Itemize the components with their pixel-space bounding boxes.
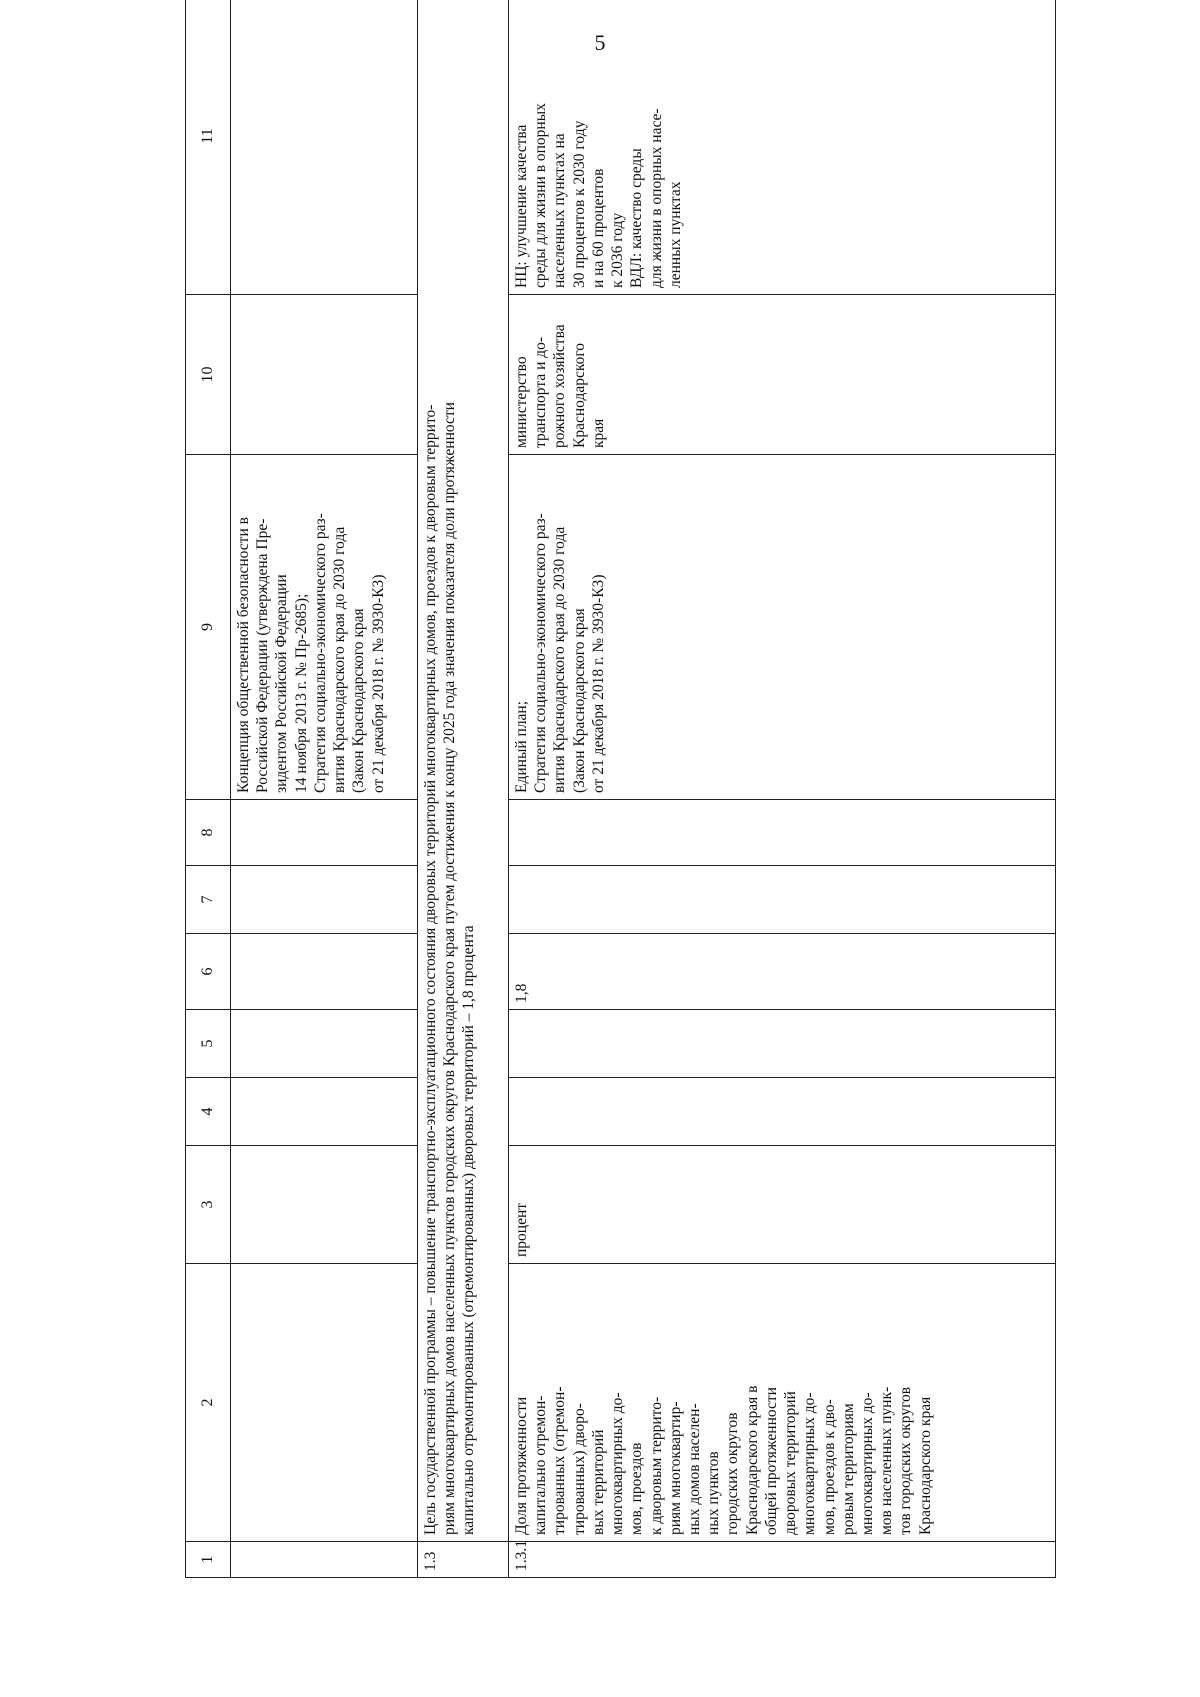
header-col-2: 2: [186, 1264, 231, 1542]
indicator-col-7: [509, 866, 1056, 934]
goal-row: [418, 0, 509, 1578]
indicators-table: [185, 0, 1056, 1578]
header-col-9: 9: [186, 455, 231, 800]
indicator-col-4: [509, 1078, 1056, 1146]
cell-empty: [231, 1146, 418, 1264]
header-row: [186, 0, 231, 1578]
header-col-6: 6: [186, 934, 231, 1010]
header-col-4: 4: [186, 1078, 231, 1146]
header-col-11: 11: [186, 0, 231, 295]
indicator-unit: процент: [509, 1146, 1056, 1264]
cell-empty: [231, 934, 418, 1010]
cell-empty: [231, 866, 418, 934]
header-col-5: 5: [186, 1010, 231, 1078]
header-col-7: 7: [186, 866, 231, 934]
rotated-table-container: [185, 78, 1085, 1578]
header-col-3: 3: [186, 1146, 231, 1264]
indicator-name: Доля протяженности капитально отремон- тированных (отремон- тированных) дворо- вых территорий многоквартирных до- мов, проездов к дворовым террито- риям многоквартир- ных домов населен- ных пунктов городских округов Краснодарского края в общей протяженности дворовых территорий многоквартирных до- мов, проездов к дво- ровым территориям многоквартирных до- мов населенных пунк- тов городских округов Краснодарского края: [509, 1264, 1056, 1542]
header-col-8: 8: [186, 800, 231, 866]
header-col-10: 10: [186, 295, 231, 455]
indicator-col-5: [509, 1010, 1056, 1078]
indicator-documents: Единый план; Стратегия социально-экономического раз- вития Краснодарского края до 2030 года (Закон Краснодарского края от 21 декабря 2018 г. № 3930-КЗ): [509, 455, 1056, 800]
indicator-responsible: министерство транспорта и до- рожного хозяйства Краснодарского края: [509, 295, 1056, 455]
cell-empty: [231, 1264, 418, 1542]
cell-empty: [231, 295, 418, 455]
cell-empty: [231, 1078, 418, 1146]
page-number: 5: [594, 30, 606, 55]
indicator-row: [509, 0, 1056, 1578]
cell-empty: [231, 1542, 418, 1578]
indicator-col-8: [509, 800, 1056, 866]
header-col-1: 1: [186, 1542, 231, 1578]
documents-cell: Концепция общественной безопасности в Российской Федерации (утверждена Пре- зидентом Российской Федерации 14 ноября 2013 г. № Пр-2685); Стратегия социально-экономического раз- вития Краснодарского края до 2030 года (Закон Краснодарского края от 21 декабря 2018 г. № 3930-КЗ): [231, 455, 418, 800]
indicator-number: 1.3.1: [509, 1542, 1056, 1578]
indicator-goals: НЦ: улучшение качества среды для жизни в опорных населенных пунктах на 30 процентов к 2030 году и на 60 процентов к 2036 году ВДЛ: качество среды для жизни в опорных насе- ленных пунктах: [509, 0, 1056, 295]
cell-empty: [231, 800, 418, 866]
goal-number: 1.3: [418, 1542, 509, 1578]
cell-empty: [231, 1010, 418, 1078]
cell-empty: [231, 0, 418, 295]
table-row: [231, 0, 418, 1578]
goal-text: Цель государственной программы – повышение транспортно-эксплуатационного состояния дворовых территорий многоквартирных домов, проездов к дворовым террито- риям многоквартирных домов населенных пунктов городских округов Краснодарского края путем достижения к концу 2025 года значения показателя доли протяженности капитально отремонтированных (отремонтированных) дворовых территорий – 1,8 процента: [418, 0, 509, 1542]
indicator-value: 1,8: [509, 934, 1056, 1010]
